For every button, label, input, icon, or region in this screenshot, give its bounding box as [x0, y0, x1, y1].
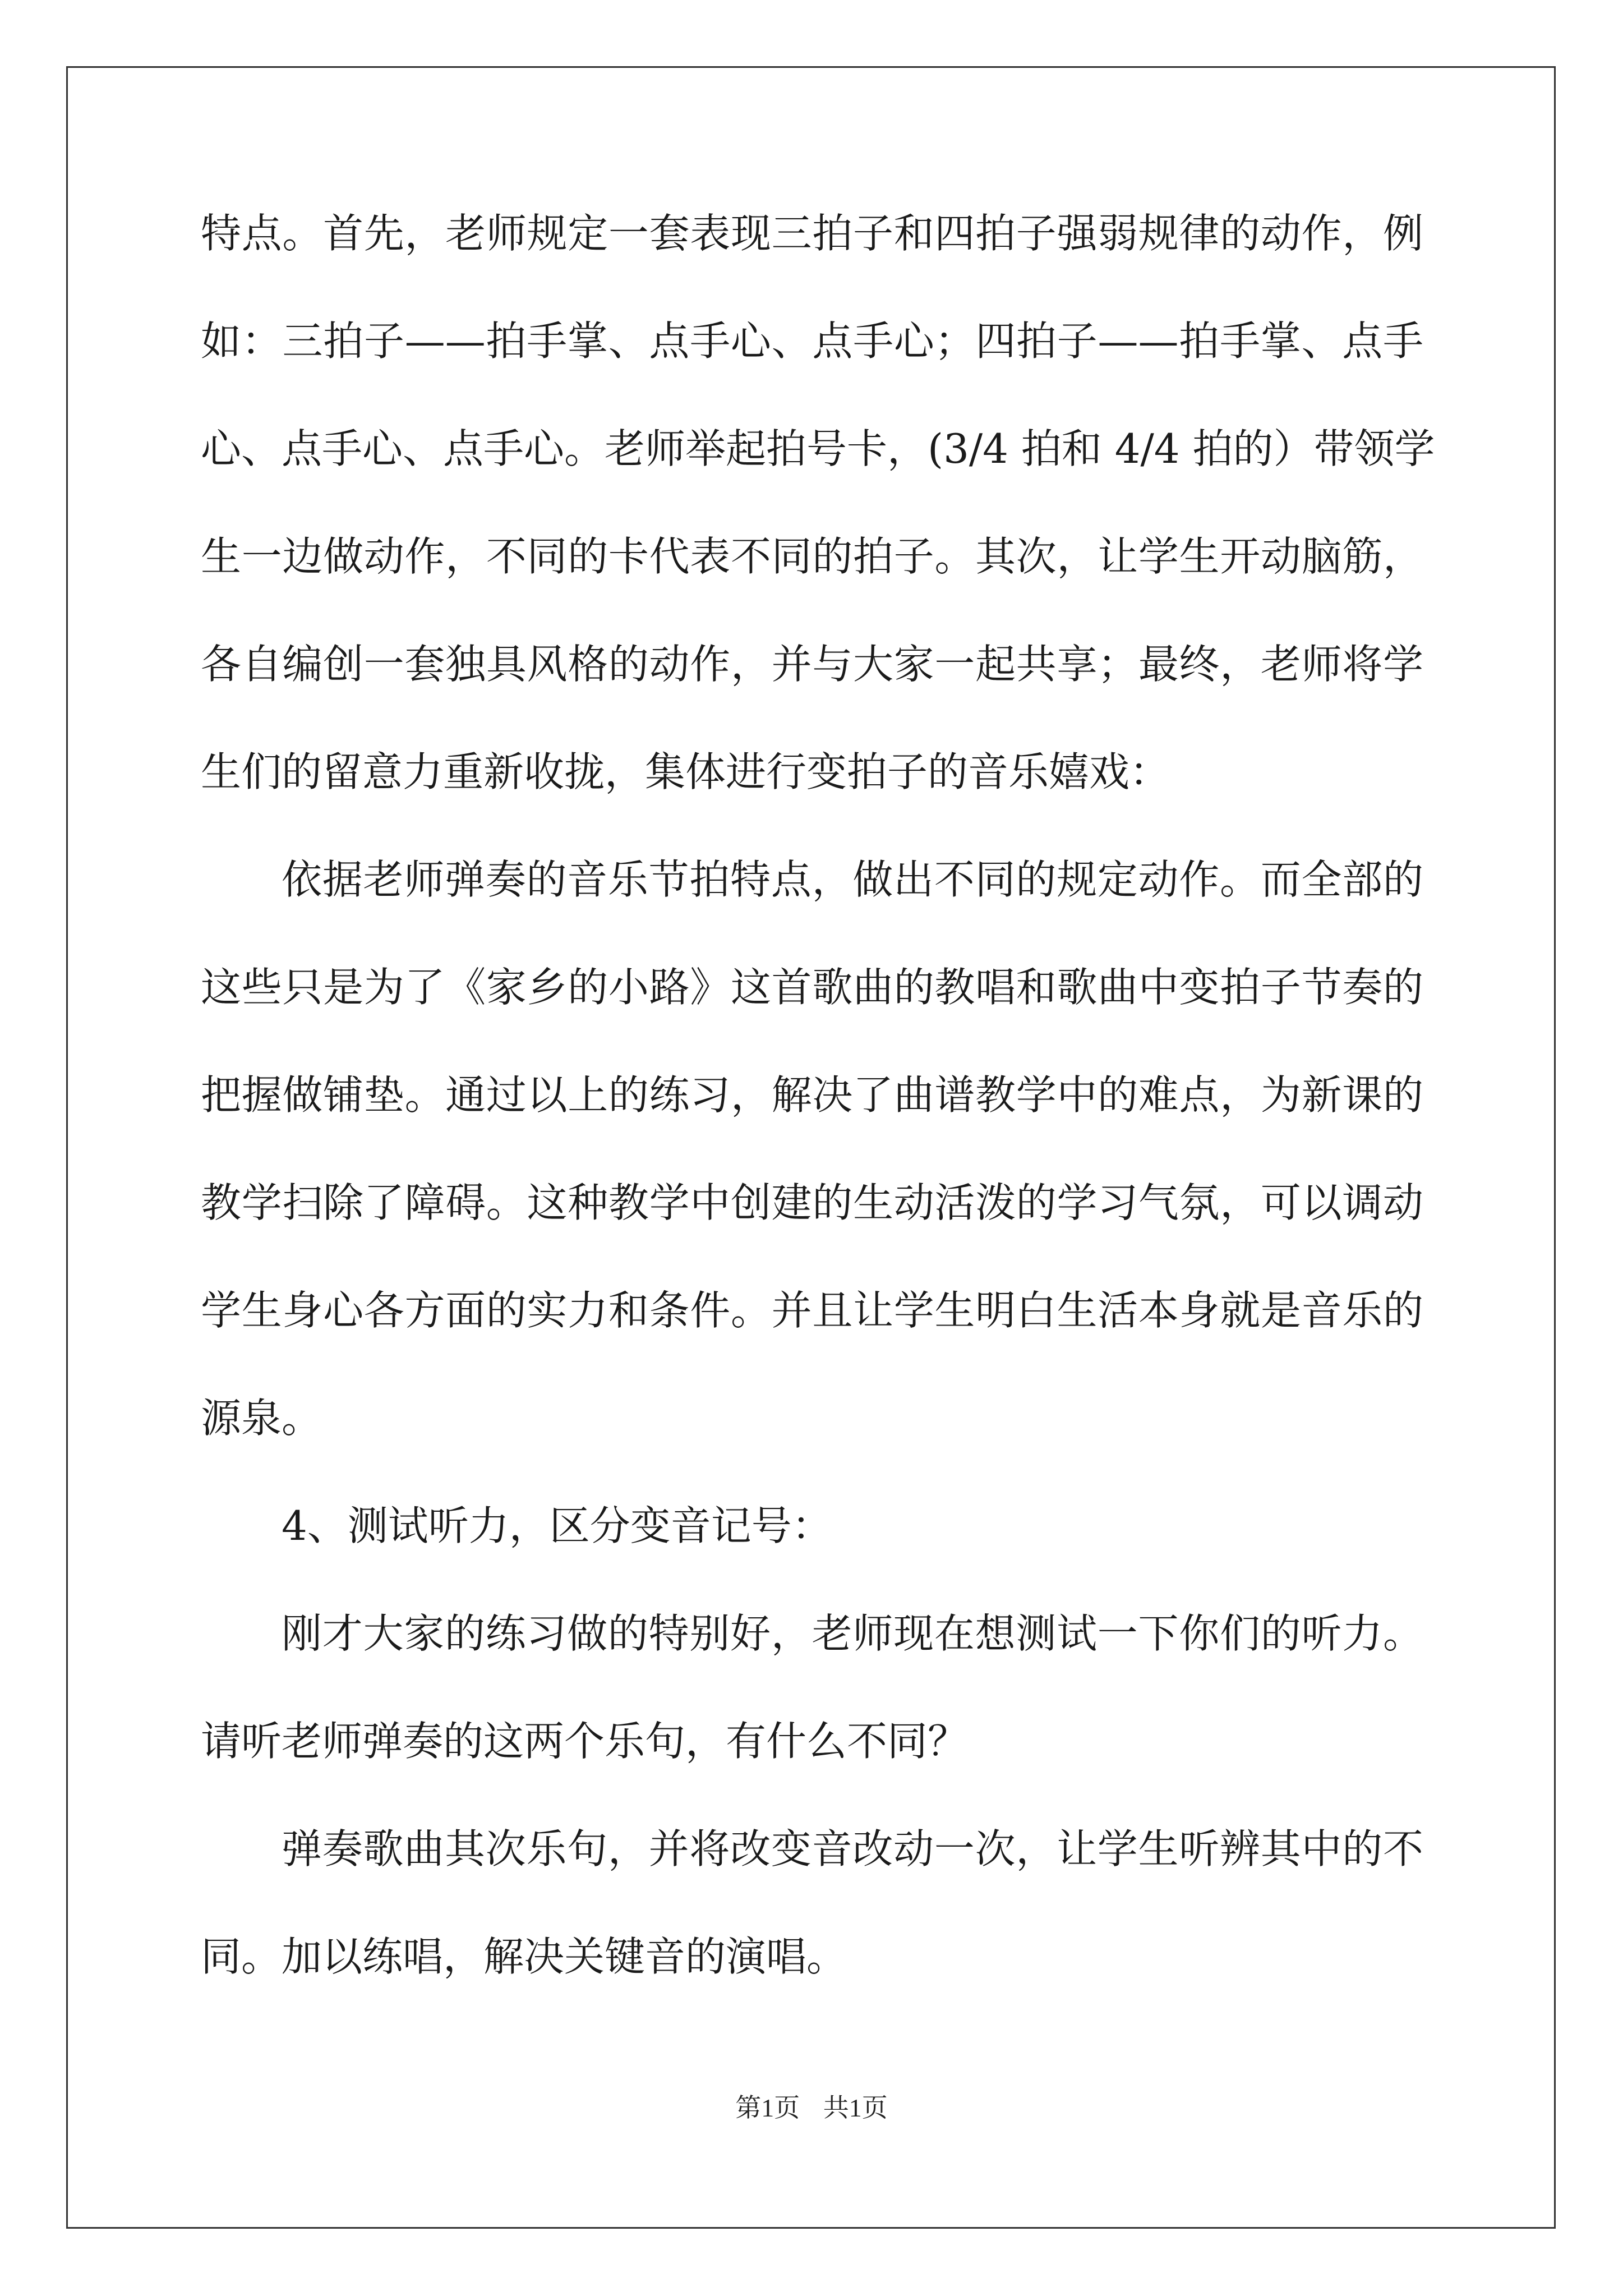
- text-line: 这些只是为了《家乡的小路》这首歌曲的教唱和歌曲中变拍子节奏的: [201, 964, 1423, 1011]
- text-line: 请听老师弹奏的这两个乐句，有什么不同？: [201, 1718, 969, 1765]
- text-line: 同。加以练唱，解决关键音的演唱。: [201, 1933, 847, 1980]
- text-line: 4、测试听力，区分变音记号：: [282, 1502, 832, 1549]
- text-line: 生们的留意力重新收拢，集体进行变拍子的音乐嬉戏：: [201, 748, 1170, 795]
- text-line: 弹奏歌曲其次乐句，并将改变音改动一次，让学生听辨其中的不: [282, 1825, 1423, 1872]
- text-line: 特点。首先，老师规定一套表现三拍子和四拍子强弱规律的动作，例: [201, 210, 1423, 257]
- text-line: 刚才大家的练习做的特别好，老师现在想测试一下你们的听力。: [282, 1610, 1423, 1657]
- text-line: 源泉。: [201, 1395, 322, 1442]
- text-line: 把握做铺垫。通过以上的练习，解决了曲谱教学中的难点，为新课的: [201, 1071, 1423, 1119]
- text-line: 依据老师弹奏的音乐节拍特点，做出不同的规定动作。而全部的: [282, 856, 1423, 903]
- text-line: 心、点手心、点手心。老师举起拍号卡，(3/4 拍和 4/4 拍的）带领学: [201, 425, 1435, 472]
- text-line: 学生身心各方面的实力和条件。并且让学生明白生活本身就是音乐的: [201, 1287, 1423, 1334]
- page-number-footer: 第1页 共1页: [735, 2093, 888, 2122]
- text-line: 生一边做动作，不同的卡代表不同的拍子。其次，让学生开动脑筋，: [201, 533, 1423, 580]
- document-body: [201, 210, 1435, 2044]
- text-line: 如：三拍子——拍手掌、点手心、点手心；四拍子——拍手掌、点手: [201, 318, 1423, 365]
- text-line: 各自编创一套独具风格的动作，并与大家一起共享；最终，老师将学: [201, 641, 1423, 688]
- text-line: 教学扫除了障碍。这种教学中创建的生动活泼的学习气氛，可以调动: [201, 1179, 1423, 1226]
